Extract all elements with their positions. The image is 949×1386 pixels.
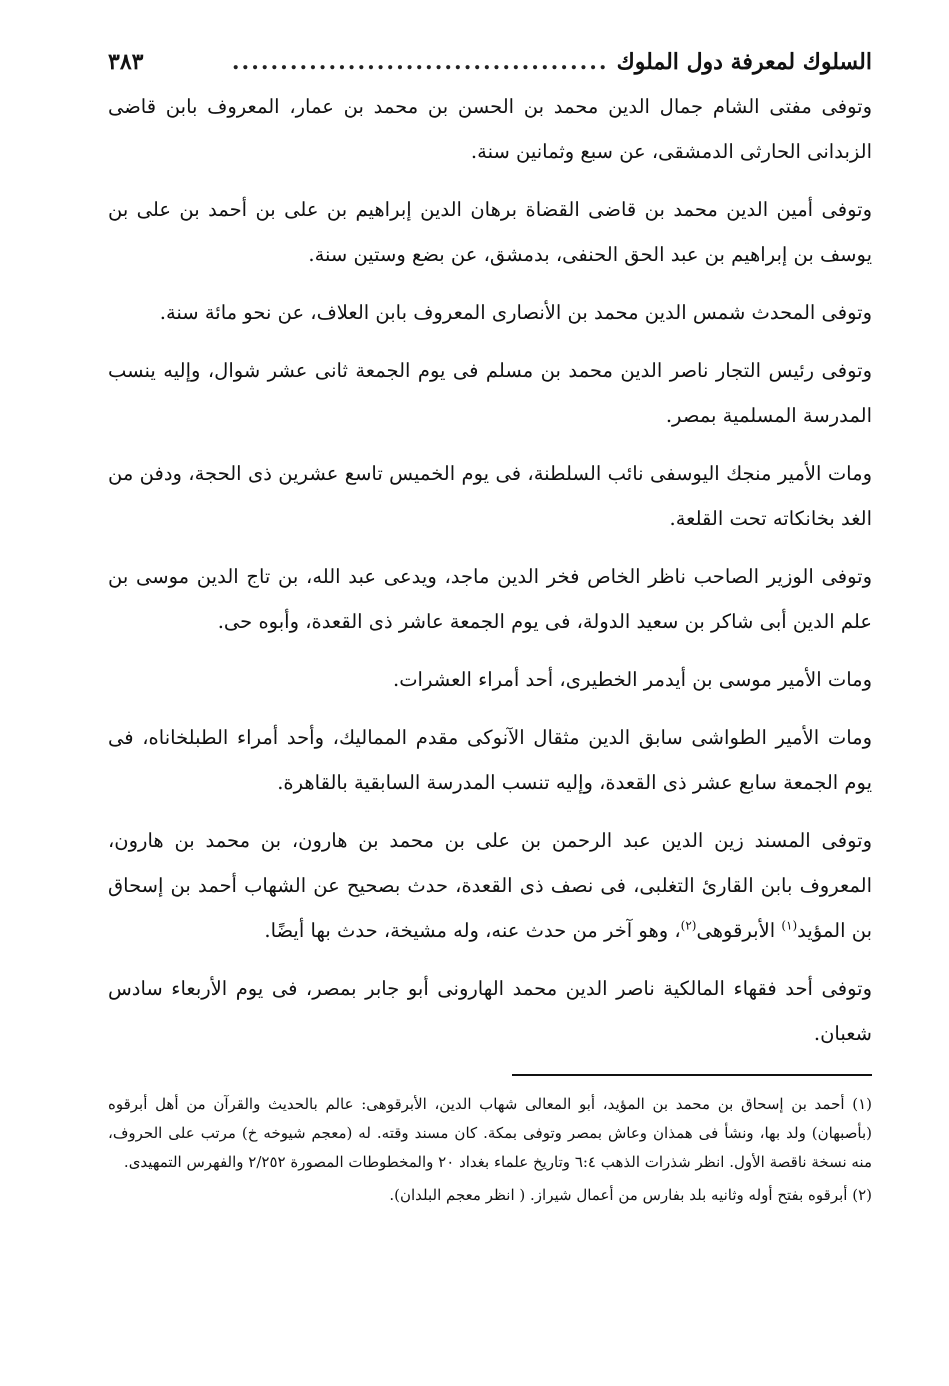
running-title: السلوك لمعرفة دول الملوك	[616, 49, 872, 75]
paragraph-mufti-al-sham: وتوفى مفتى الشام جمال الدين محمد بن الحسن بن محمد بن عمار، المعروف بابن قاضى الزبدانى الحارثى الدمشقى، عن سبع وثمانين سنة.	[108, 95, 872, 163]
paragraph-text: وتوفى المسند زين الدين عبد الرحمن بن على بن محمد بن هارون، بن محمد بن هارون، المعروف بابن القارئ التغلبى، فى نصف ذى القعدة، حدث بصحيح عن الشهاب أحمد بن إسحاق بن المؤيد	[108, 829, 872, 942]
footnote-ref-2[interactable]: (٢)	[680, 918, 697, 933]
paragraph-nasir-al-din: وتوفى أحد فقهاء المالكية ناصر الدين محمد الهارونى أبو جابر بمصر، فى يوم الأربعاء سادس شعبان.	[108, 977, 872, 1045]
body-text	[108, 84, 872, 1056]
paragraph-text: ، وهو آخر من حدث عنه، وله مشيخة، حدث بها أيضًا.	[264, 919, 681, 942]
header-leader-dots: .......................................	[231, 49, 609, 75]
paragraph-wazir-majid: وتوفى الوزير الصاحب ناظر الخاص فخر الدين ماجد، ويدعى عبد الله، بن تاج الدين موسى بن علم الدين أبى شاكر بن سعيد الدولة، فى يوم الجمعة عاشر ذى القعدة، وأبوه حى.	[108, 565, 872, 633]
paragraph-al-tawashi: ومات الأمير الطواشى سابق الدين مثقال الآنوكى مقدم المماليك، وأحد أمراء الطبلخاناه، فى يوم الجمعة سابع عشر ذى القعدة، وإليه تنسب المدرسة السابقية بالقاهرة.	[108, 726, 872, 794]
paragraph-musa-aydamur: ومات الأمير موسى بن أيدمر الخطيرى، أحد أمراء العشرات.	[393, 668, 872, 691]
paragraph-manjak: ومات الأمير منجك اليوسفى نائب السلطنة، فى يوم الخميس تاسع عشرين ذى الحجة، ودفن من الغد بخانكاته تحت القلعة.	[108, 462, 872, 530]
paragraph-shams-al-din: وتوفى المحدث شمس الدين محمد بن الأنصارى المعروف بابن العلاف، عن نحو مائة سنة.	[159, 301, 872, 324]
footnote-ref-1[interactable]: (١)	[781, 918, 798, 933]
footnote-separator	[512, 1074, 872, 1076]
footnotes	[108, 1090, 872, 1210]
paragraph-text: الأبرقوهى	[696, 919, 782, 942]
footnote-2: (٢) أبرقوه بفتح أوله وثانيه بلد بفارس من أعمال شيراز. ( انظر معجم البلدان).	[389, 1186, 872, 1204]
paragraph-rais-al-tujjar: وتوفى رئيس التجار ناصر الدين محمد بن مسلم فى يوم الجمعة ثانى عشر شوال، وإليه ينسب المدرسة المسلمية بمصر.	[108, 359, 872, 427]
paragraph-zayn-al-din	[108, 818, 872, 953]
footnote-1: (١) أحمد بن إسحاق بن محمد بن المؤيد، أبو المعالى شهاب الدين، الأبرقوهى: عالم بالحديث والقرآن من أهل أبرقوه (بأصبهان) ولد بها، ونشأ فى همذان وعاش بمصر وتوفى بمكة. كان مسند وقته. له (معجم شيوخه خ) مرتب على الحروف، منه نسخة ناقصة الأول. انظر شذرات الذهب ٦:٤ وتاريخ علماء بغداد ٢٠ والمخطوطات المصورة ٢/٢٥٢ والفهرس التمهيدى.	[108, 1095, 872, 1171]
page-number: ٣٨٣	[108, 49, 144, 75]
running-header	[108, 40, 872, 84]
book-page	[108, 40, 872, 1214]
paragraph-amin-al-din: وتوفى أمين الدين محمد بن قاضى القضاة برهان الدين إبراهيم بن على بن أحمد بن على بن يوسف بن إبراهيم بن عبد الحق الحنفى، بدمشق، عن بضع وستين سنة.	[108, 198, 872, 266]
